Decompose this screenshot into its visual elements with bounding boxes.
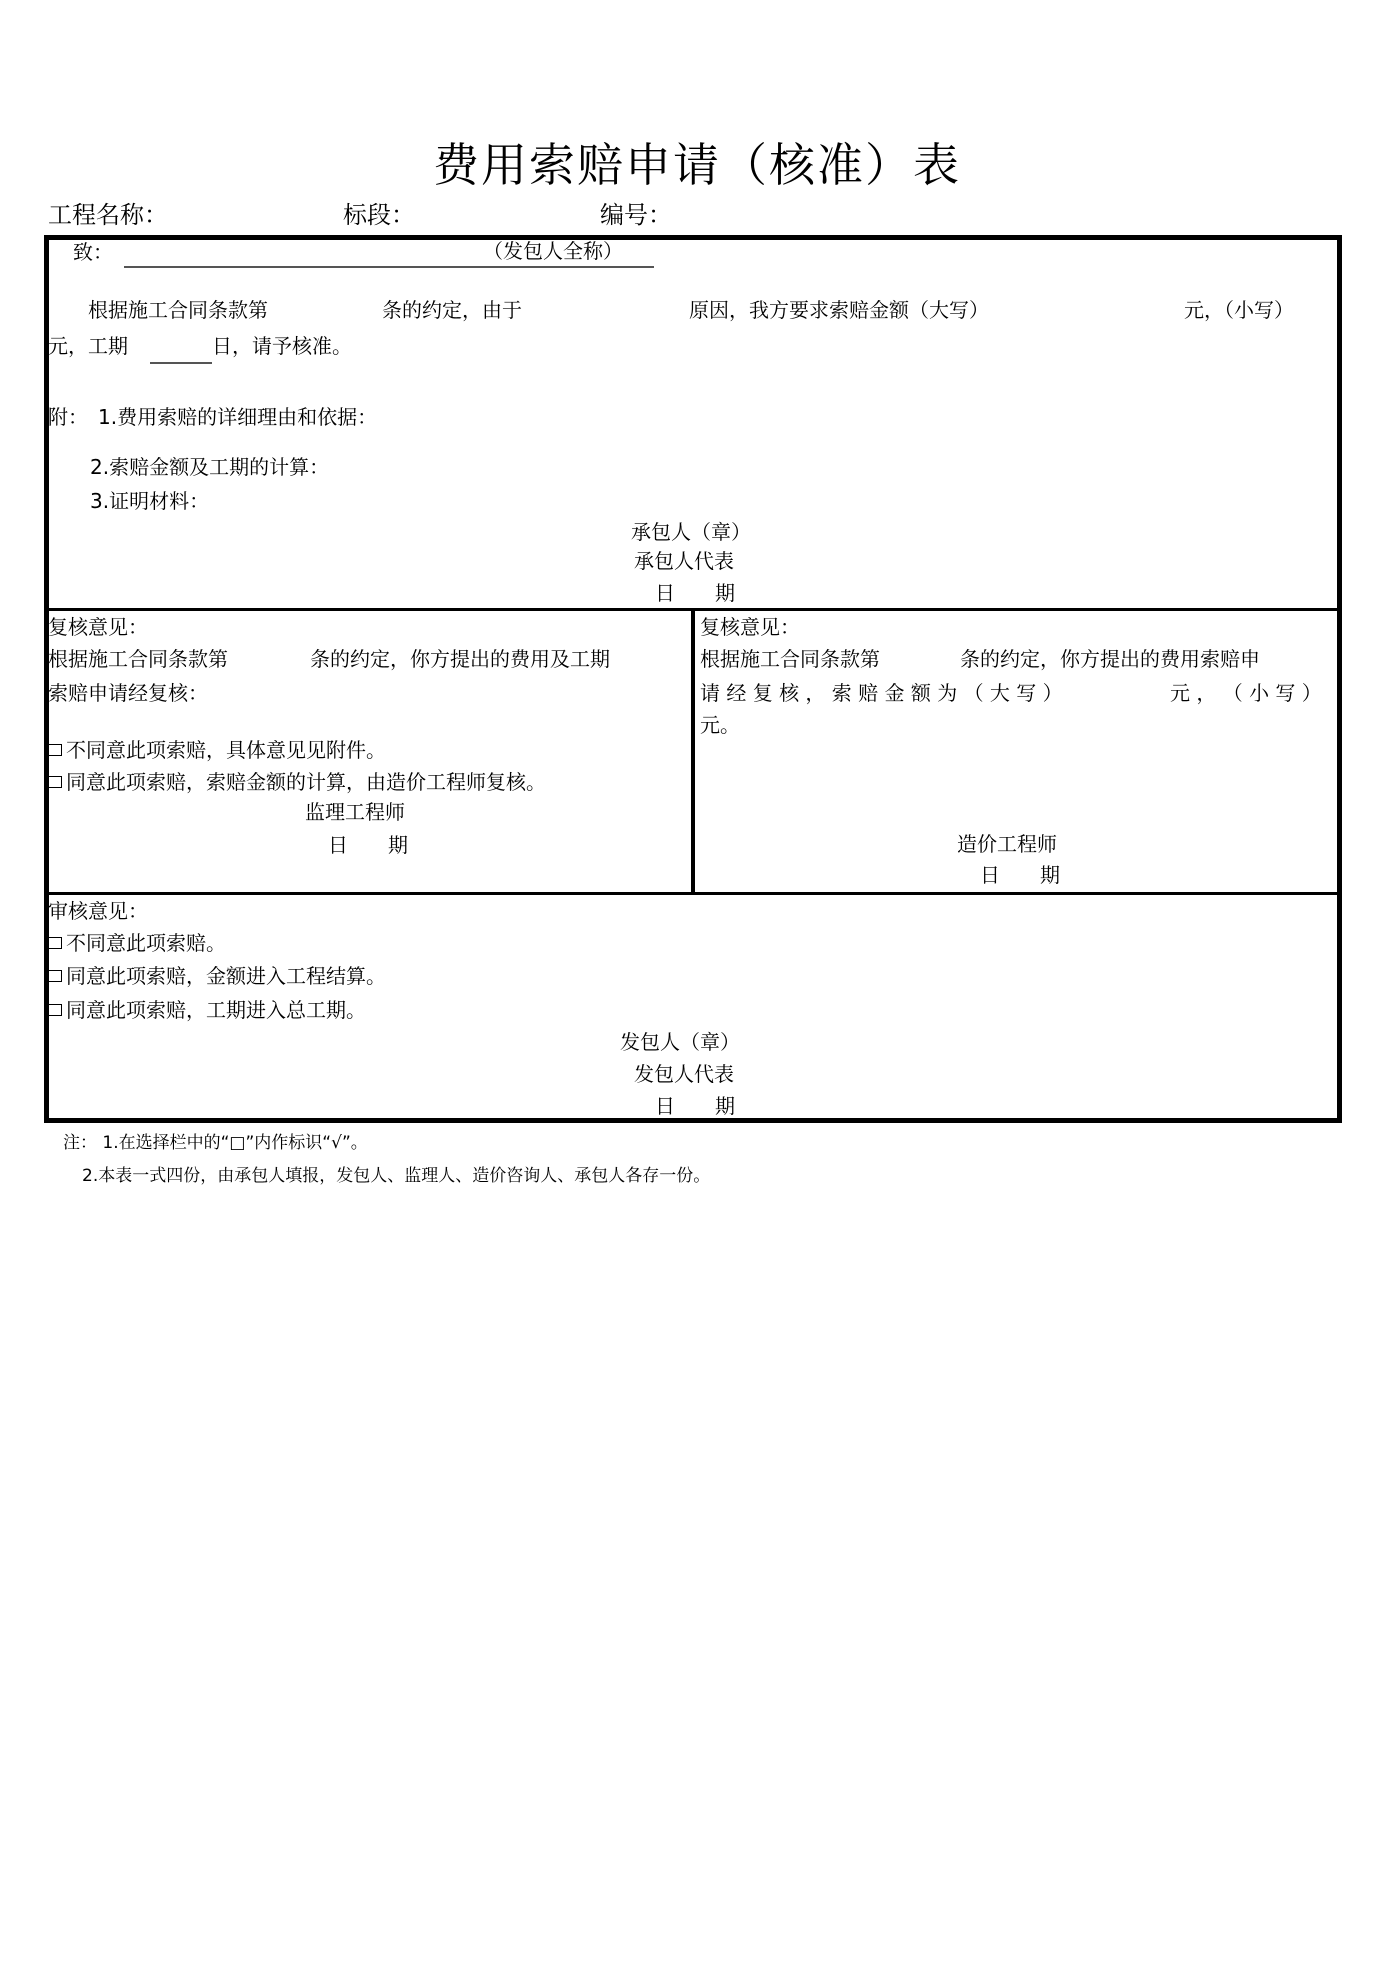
- approval-option-settlement[interactable]: 同意此项索赔，金额进入工程结算。: [48, 966, 386, 986]
- to-label: 致：: [73, 240, 113, 264]
- project-name-label: 工程名称：: [48, 201, 168, 229]
- contractor-date: 日 期: [655, 581, 735, 605]
- review-left-line1a: 根据施工合同条款第: [48, 647, 228, 671]
- note-1: 注： 1.在选择栏中的“□”内作标识“√”。: [63, 1133, 368, 1153]
- body-text-3: 原因，我方要求索赔金额（大写）: [689, 298, 989, 322]
- cost-engineer: 造价工程师: [957, 832, 1057, 856]
- review-left-heading: 复核意见：: [48, 615, 148, 639]
- recipient-hint: （发包人全称）: [483, 239, 623, 263]
- section-divider-2: [46, 892, 1340, 895]
- checkbox-icon[interactable]: [48, 1004, 62, 1016]
- cost-engineer-date: 日 期: [980, 863, 1060, 887]
- number-label: 编号：: [600, 201, 672, 229]
- checkbox-icon[interactable]: [48, 937, 62, 949]
- column-divider: [691, 609, 695, 894]
- checkbox-icon[interactable]: [48, 970, 62, 982]
- approval-heading: 审核意见：: [48, 899, 148, 923]
- contractor-representative: 承包人代表: [634, 549, 734, 573]
- section-label: 标段：: [343, 201, 415, 229]
- duration-underline[interactable]: [150, 362, 212, 364]
- checkbox-icon[interactable]: [48, 776, 62, 788]
- attachment-item-1: 1.费用索赔的详细理由和依据：: [98, 405, 378, 429]
- supervisor-engineer: 监理工程师: [305, 800, 405, 824]
- recipient-underline[interactable]: [124, 266, 654, 268]
- employer-date: 日 期: [655, 1094, 735, 1118]
- body-text-1: 根据施工合同条款第: [88, 298, 268, 322]
- employer-seal: 发包人（章）: [620, 1030, 740, 1054]
- approval-option-duration[interactable]: 同意此项索赔，工期进入总工期。: [48, 1000, 366, 1020]
- checkbox-icon[interactable]: [48, 744, 62, 756]
- review-right-line1a: 根据施工合同条款第: [700, 647, 880, 671]
- note-2: 2.本表一式四份，由承包人填报，发包人、监理人、造价咨询人、承包人各存一份。: [82, 1166, 711, 1186]
- review-left-option-disagree[interactable]: 不同意此项索赔，具体意见见附件。: [48, 740, 386, 760]
- contractor-seal: 承包人（章）: [631, 520, 751, 544]
- review-right-line2b: 元 ， （ 小 写 ）: [1170, 681, 1322, 705]
- body-text-4: 元，（小写）: [1184, 298, 1294, 322]
- attachment-item-3: 3.证明材料：: [90, 489, 210, 513]
- attachment-label: 附：: [48, 405, 88, 429]
- review-right-line2a: 请 经 复 核 ， 索 赔 金 额 为 （ 大 写 ）: [700, 681, 1063, 705]
- form-title: 费用索赔申请（核准）表: [433, 138, 961, 192]
- employer-representative: 发包人代表: [634, 1062, 734, 1086]
- body-text-5: 元，工期: [48, 334, 128, 358]
- review-left-line1b: 条的约定，你方提出的费用及工期: [310, 647, 610, 671]
- review-right-heading: 复核意见：: [700, 615, 800, 639]
- review-left-option-agree[interactable]: 同意此项索赔，索赔金额的计算，由造价工程师复核。: [48, 772, 546, 792]
- review-right-line3: 元。: [700, 713, 740, 737]
- review-left-line2: 索赔申请经复核：: [48, 681, 208, 705]
- attachment-item-2: 2.索赔金额及工期的计算：: [90, 455, 330, 479]
- body-text-6: 日，请予核准。: [212, 334, 352, 358]
- approval-option-disagree[interactable]: 不同意此项索赔。: [48, 933, 226, 953]
- review-right-line1b: 条的约定，你方提出的费用索赔申: [960, 647, 1260, 671]
- supervisor-date: 日 期: [328, 833, 408, 857]
- body-text-2: 条的约定，由于: [382, 298, 522, 322]
